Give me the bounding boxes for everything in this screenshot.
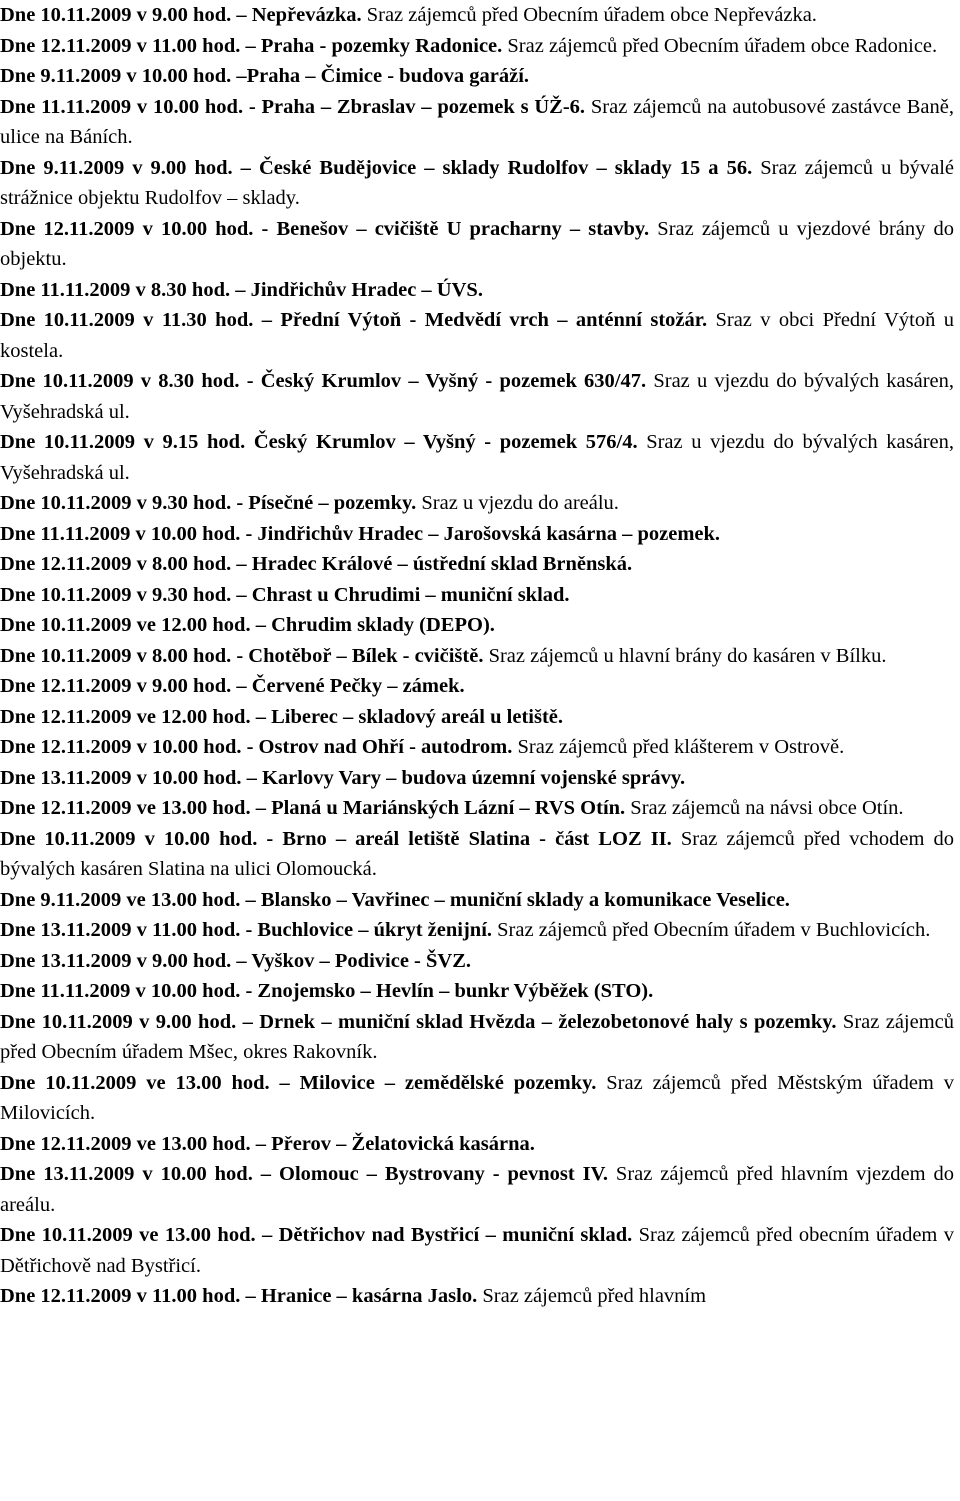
list-item (0, 549, 954, 580)
entry-note: Sraz zájemců před Městským úřadem v Milovicích. (0, 1071, 955, 1124)
list-item (0, 1281, 954, 1312)
list-item (0, 1220, 954, 1281)
entry-heading: Dne 12.11.2009 v 10.00 hod. - Benešov – cvičiště U pracharny – stavby. (0, 217, 650, 240)
entry-heading: Dne 12.11.2009 v 8.00 hod. – Hradec Králové – ústřední sklad Brněnská. (0, 553, 633, 575)
list-item (0, 915, 954, 946)
entry-heading: Dne 11.11.2009 v 10.00 hod. - Jindřichův Hradec – Jarošovská kasárna – pozemek. (0, 522, 721, 545)
entry-note: Sraz u vjezdu do bývalých kasáren, Vyšehradská ul. (0, 370, 954, 423)
entry-note: Sraz zájemců u hlavní brány do kasáren v Bílku. (488, 644, 887, 667)
list-item (0, 885, 954, 916)
entry-note: Sraz zájemců na návsi obce Otín. (630, 797, 904, 819)
entry-heading: Dne 13.11.2009 v 10.00 hod. – Karlovy Vary – budova územní vojenské správy. (0, 766, 686, 789)
entry-note: Sraz zájemců před Obecním úřadem Mšec, okres Rakovník. (0, 1010, 955, 1063)
entry-note: Sraz zájemců před Obecním úřadem obce Radonice. (507, 34, 938, 57)
entry-note: Sraz zájemců na autobusové zastávce Baně, ulice na Báních. (0, 95, 955, 148)
entry-heading: Dne 9.11.2009 v 10.00 hod. –Praha – Čimice - budova garáží. (0, 65, 530, 87)
list-item (0, 275, 954, 306)
list-item (0, 61, 954, 92)
entry-heading: Dne 13.11.2009 v 10.00 hod. – Olomouc – Bystrovany - pevnost IV. (0, 1163, 608, 1185)
list-item (0, 702, 954, 733)
list-item (0, 31, 954, 62)
entry-heading: Dne 10.11.2009 ve 13.00 hod. – Dětřichov nad Bystřicí – muniční sklad. (0, 1224, 633, 1246)
entry-heading: Dne 11.11.2009 v 10.00 hod. - Praha – Zbraslav – pozemek s ÚŽ-6. (0, 95, 586, 118)
list-item (0, 824, 954, 885)
entry-note: Sraz zájemců před vchodem do bývalých kasáren Slatina na ulici Olomoucká. (0, 827, 955, 880)
list-item (0, 0, 954, 31)
list-item (0, 366, 954, 427)
entry-heading: Dne 9.11.2009 v 9.00 hod. – České Budějovice – sklady Rudolfov – sklady 15 a 56. (0, 156, 753, 179)
entry-heading: Dne 10.11.2009 v 9.30 hod. - Písečné – pozemky. (0, 492, 417, 514)
entry-note: Sraz v obci Přední Výtoň u kostela. (0, 309, 955, 362)
entry-heading: Dne 12.11.2009 v 11.00 hod. – Hranice – kasárna Jaslo. (0, 1285, 478, 1307)
entry-heading: Dne 10.11.2009 v 11.30 hod. – Přední Výtoň - Medvědí vrch – anténní stožár. (0, 309, 708, 331)
entry-heading: Dne 12.11.2009 v 9.00 hod. – Červené Pečky – zámek. (0, 675, 465, 697)
entry-note: Sraz zájemců před Obecním úřadem v Buchlovicích. (497, 919, 931, 941)
entry-note: Sraz zájemců u vjezdové brány do objektu. (0, 217, 954, 270)
list-item (0, 427, 954, 488)
list-item (0, 732, 954, 763)
list-item (0, 793, 954, 824)
list-item (0, 488, 954, 519)
list-item (0, 92, 954, 153)
entry-note: Sraz zájemců před hlavním vjezdem do areálu. (0, 1163, 954, 1216)
entry-heading: Dne 13.11.2009 v 11.00 hod. - Buchlovice – úkryt ženijní. (0, 919, 493, 941)
list-item (0, 946, 954, 977)
entry-heading: Dne 12.11.2009 ve 13.00 hod. – Planá u Mariánských Lázní – RVS Otín. (0, 797, 626, 819)
list-item (0, 976, 954, 1007)
entry-heading: Dne 9.11.2009 ve 13.00 hod. – Blansko – Vavřinec – muniční sklady a komunikace Veselice. (0, 888, 790, 911)
list-item (0, 671, 954, 702)
list-item (0, 519, 954, 550)
entry-note: Sraz zájemců před klášterem v Ostrově. (517, 736, 845, 758)
entry-note: Sraz zájemců před obecním úřadem v Dětřichově nad Bystřicí. (0, 1224, 955, 1277)
entry-heading: Dne 10.11.2009 v 9.30 hod. – Chrast u Chrudimi – muniční sklad. (0, 583, 570, 606)
entry-heading: Dne 10.11.2009 v 8.30 hod. - Český Krumlov – Vyšný - pozemek 630/47. (0, 370, 647, 392)
entry-heading: Dne 10.11.2009 v 9.15 hod. Český Krumlov – Vyšný - pozemek 576/4. (0, 431, 638, 453)
entry-heading: Dne 10.11.2009 ve 12.00 hod. – Chrudim sklady (DEPO). (0, 614, 495, 636)
list-item (0, 1068, 954, 1129)
list-item (0, 610, 954, 641)
entry-heading: Dne 11.11.2009 v 10.00 hod. - Znojemsko – Hevlín – bunkr Výběžek (STO). (0, 980, 654, 1002)
entry-heading: Dne 10.11.2009 v 8.00 hod. - Chotěboř – Bílek - cvičiště. (0, 644, 484, 667)
entry-note: Sraz u vjezdu do bývalých kasáren, Vyšehradská ul. (0, 431, 954, 484)
list-item (0, 580, 954, 611)
entry-heading: Dne 11.11.2009 v 8.30 hod. – Jindřichův Hradec – ÚVS. (0, 278, 483, 301)
list-item (0, 1159, 954, 1220)
entry-heading: Dne 10.11.2009 v 9.00 hod. – Drnek – muniční sklad Hvězda – železobetonové haly s pozemky. (0, 1010, 837, 1033)
entry-heading: Dne 12.11.2009 ve 12.00 hod. – Liberec – skladový areál u letiště. (0, 705, 563, 728)
entry-heading: Dne 10.11.2009 ve 13.00 hod. – Milovice – zemědělské pozemky. (0, 1071, 597, 1094)
list-item (0, 153, 954, 214)
entry-heading: Dne 12.11.2009 ve 13.00 hod. – Přerov – Želatovická kasárna. (0, 1132, 535, 1155)
list-item (0, 763, 954, 794)
list-item (0, 1129, 954, 1160)
entry-heading: Dne 13.11.2009 v 9.00 hod. – Vyškov – Podivice - ŠVZ. (0, 949, 471, 972)
entry-heading: Dne 10.11.2009 v 9.00 hod. – Nepřevázka. (0, 4, 362, 26)
entry-heading: Dne 12.11.2009 v 11.00 hod. – Praha - pozemky Radonice. (0, 34, 503, 57)
list-item (0, 214, 954, 275)
entry-note: Sraz zájemců před hlavním (482, 1285, 707, 1307)
list-item (0, 305, 954, 366)
list-item (0, 1007, 954, 1068)
entry-heading: Dne 12.11.2009 v 10.00 hod. - Ostrov nad Ohří - autodrom. (0, 736, 513, 758)
entry-heading: Dne 10.11.2009 v 10.00 hod. - Brno – areál letiště Slatina - část LOZ II. (0, 827, 672, 850)
entry-note: Sraz zájemců před Obecním úřadem obce Nepřevázka. (366, 4, 817, 26)
entry-note: Sraz zájemců u bývalé strážnice objektu Rudolfov – sklady. (0, 156, 955, 209)
entry-note: Sraz u vjezdu do areálu. (421, 492, 619, 514)
list-item (0, 641, 954, 672)
